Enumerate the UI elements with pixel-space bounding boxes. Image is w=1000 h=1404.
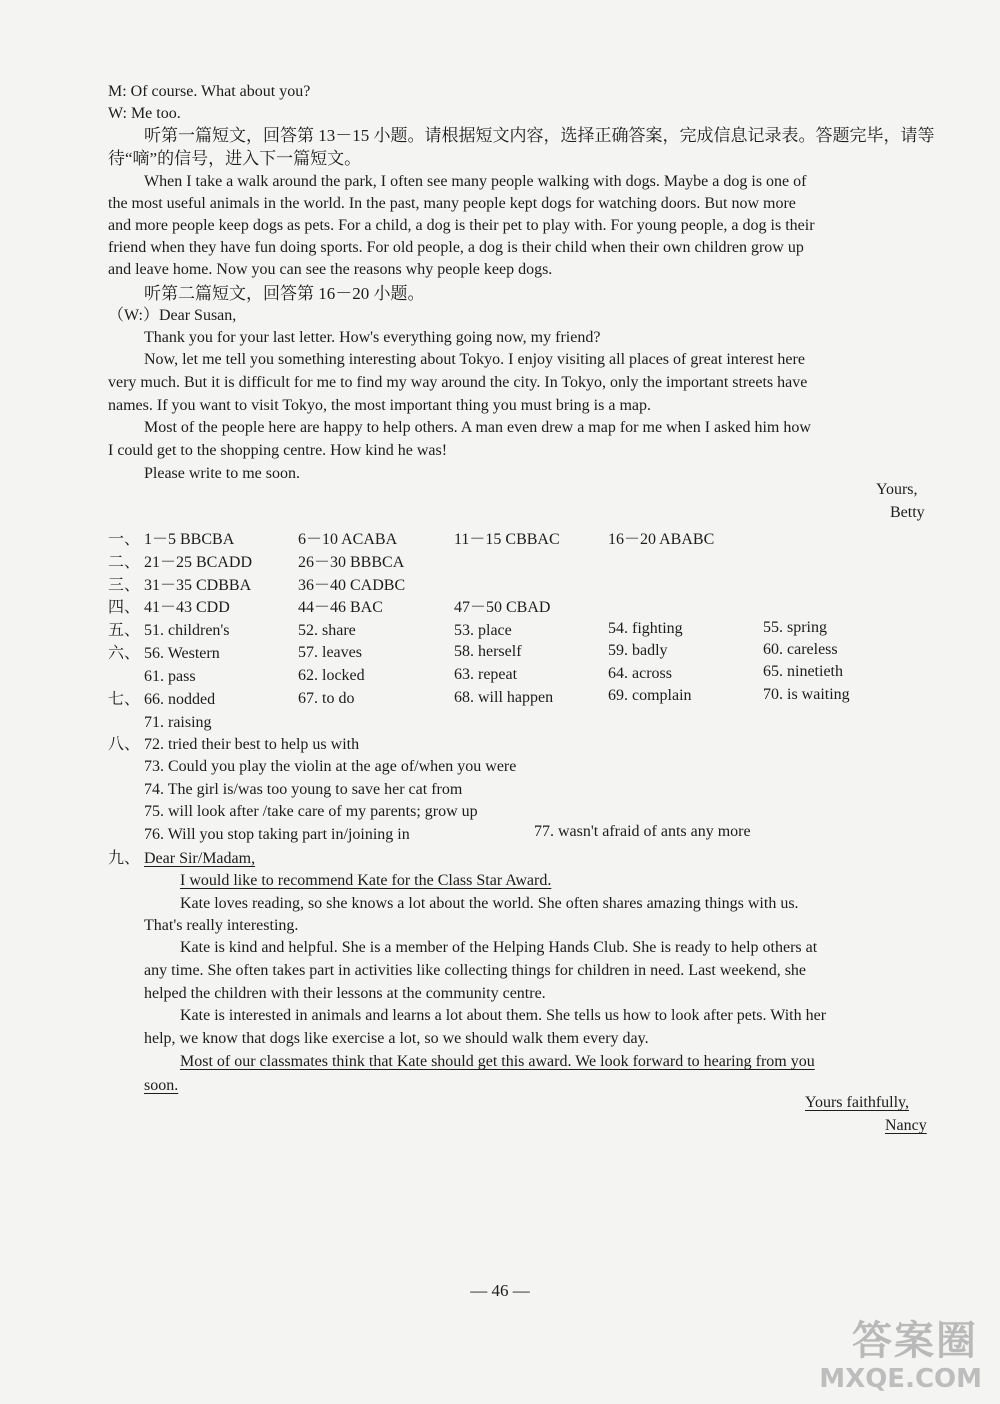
answer-item: 76. Will you stop taking part in/joining in [144, 826, 410, 843]
answer-item: 11－15 CBBAC [454, 531, 560, 548]
passage1-line: the most useful animals in the world. In the past, many people kept dogs for watching doors. But now more [108, 195, 796, 212]
section-number: 四、 [108, 599, 141, 616]
answer-item: 54. fighting [608, 620, 683, 637]
letter-line: names. If you want to visit Tokyo, the most important thing you must bring is a map. [108, 397, 651, 414]
essay-line: help, we know that dogs like exercise a lot, so we should walk them every day. [144, 1030, 649, 1047]
section-number: 一、 [108, 531, 141, 548]
section-number: 八、 [108, 736, 141, 753]
section-number: 九、 [108, 850, 141, 867]
letter-line: Most of the people here are happy to help others. A man even drew a map for me when I asked him how [144, 419, 811, 436]
answer-item: 67. to do [298, 690, 355, 707]
essay-closing: Yours faithfully, [805, 1094, 910, 1111]
answer-item: 65. ninetieth [763, 663, 843, 680]
watermark-url: MXQE.COM [819, 1364, 982, 1394]
answer-item: 44－46 BAC [298, 599, 383, 616]
passage1-instruction-cont: 待“嘀”的信号，进入下一篇短文。 [108, 149, 362, 168]
passage1-line: When I take a walk around the park, I often see many people walking with dogs. Maybe a dog is one of [144, 173, 807, 190]
answer-item: 52. share [298, 622, 356, 639]
page-number: — 46 — [470, 1281, 530, 1300]
answer-item: 57. leaves [298, 644, 362, 661]
answer-item: 41－43 CDD [144, 599, 230, 616]
section-number: 五、 [108, 622, 141, 639]
section-number: 三、 [108, 577, 141, 594]
answer-item: 73. Could you play the violin at the age of/when you were [144, 758, 517, 775]
answer-item: 16－20 ABABC [608, 531, 715, 548]
letter-line: Thank you for your last letter. How's everything going now, my friend? [144, 329, 601, 346]
answer-item: 6－10 ACABA [298, 531, 398, 548]
answer-item: 74. The girl is/was too young to save her cat from [144, 781, 463, 798]
letter-line: I could get to the shopping centre. How kind he was! [108, 442, 448, 459]
passage1-line: and more people keep dogs as pets. For a child, a dog is their pet to play with. For young people, a dog is their [108, 217, 815, 234]
answer-item: 72. tried their best to help us with [144, 736, 360, 753]
answer-item: 71. raising [144, 714, 212, 731]
letter-line: very much. But it is difficult for me to find my way around the city. In Tokyo, only the important streets have [108, 374, 808, 391]
passage2-instruction: 听第二篇短文，回答第 16－20 小题。 [144, 284, 425, 303]
answer-item: 60. careless [763, 641, 838, 658]
answer-item: 77. wasn't afraid of ants any more [534, 823, 751, 840]
answer-item: 63. repeat [454, 666, 518, 683]
essay-line: soon. [144, 1077, 179, 1094]
answer-item: 58. herself [454, 643, 522, 660]
essay-line: Kate is interested in animals and learns a lot about them. She tells us how to look after pets. With her [180, 1007, 827, 1024]
essay-line: Most of our classmates think that Kate should get this award. We look forward to hearing from you [180, 1053, 815, 1070]
letter-closing: Yours, [876, 481, 918, 498]
letter-greeting: （W:）Dear Susan, [108, 307, 237, 324]
letter-line: Now, let me tell you something interesting about Tokyo. I enjoy visiting all places of great interest here [144, 351, 805, 368]
watermark-logo: 答案圈 [852, 1318, 978, 1364]
answer-item: 68. will happen [454, 689, 554, 706]
section-number: 二、 [108, 554, 141, 571]
letter-signature: Betty [890, 504, 925, 521]
passage1-line: friend when they have fun doing sports. For old people, a dog is their child when their own children grow up [108, 239, 804, 256]
answer-item: 1－5 BBCBA [144, 531, 235, 548]
passage1-line: and leave home. Now you can see the reasons why people keep dogs. [108, 261, 553, 278]
section-number: 六、 [108, 645, 141, 662]
answer-item: 62. locked [298, 667, 365, 684]
answer-item: 70. is waiting [763, 686, 850, 703]
answer-item: 61. pass [144, 668, 196, 685]
answer-item: 56. Western [144, 645, 220, 662]
essay-line: I would like to recommend Kate for the Class Star Award. [180, 872, 552, 889]
answer-item: 69. complain [608, 687, 692, 704]
essay-line: That's really interesting. [144, 917, 299, 934]
answer-item: 36－40 CADBC [298, 577, 406, 594]
essay-line: Kate is kind and helpful. She is a member of the Helping Hands Club. She is ready to help others at [180, 939, 818, 956]
passage1-instruction: 听第一篇短文，回答第 13－15 小题。请根据短文内容，选择正确答案，完成信息记录表。答题完毕，请等 [144, 126, 935, 145]
answer-item: 64. across [608, 665, 672, 682]
essay-greeting: Dear Sir/Madam, [144, 850, 256, 867]
answer-item: 21－25 BCADD [144, 554, 253, 571]
section-number: 七、 [108, 691, 141, 708]
answer-item: 66. nodded [144, 691, 216, 708]
answer-item: 31－35 CDBBA [144, 577, 252, 594]
answer-item: 51. children's [144, 622, 230, 639]
essay-line: Kate loves reading, so she knows a lot about the world. She often shares amazing things with us. [180, 895, 799, 912]
letter-line: Please write to me soon. [144, 465, 300, 482]
answer-item: 53. place [454, 622, 512, 639]
essay-line: helped the children with their lessons at the community centre. [144, 985, 546, 1002]
answer-item: 75. will look after /take care of my parents; grow up [144, 803, 478, 820]
answer-item: 26－30 BBBCA [298, 554, 405, 571]
dialogue-w: W: Me too. [108, 105, 181, 122]
essay-line: any time. She often takes part in activities like collecting things for children in need. Last weekend, she [144, 962, 807, 979]
answer-item: 55. spring [763, 619, 827, 636]
answer-item: 59. badly [608, 642, 668, 659]
dialogue-m: M: Of course. What about you? [108, 83, 311, 100]
answer-item: 47－50 CBAD [454, 599, 551, 616]
essay-signature: Nancy [885, 1117, 927, 1134]
